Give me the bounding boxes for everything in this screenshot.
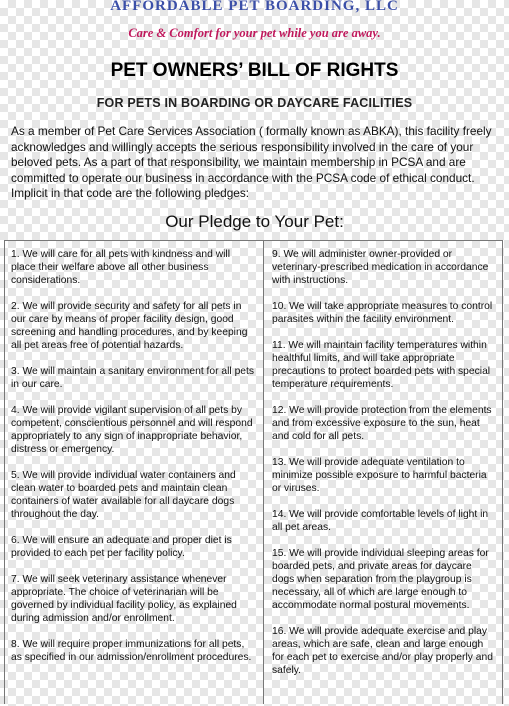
company-tagline: Care & Comfort for your pet while you are away. bbox=[128, 26, 381, 40]
pledge-item: 13. We will provide adequate ventilation to minimize possible exposure to harmful bacteria or viruses. bbox=[272, 457, 487, 494]
pledge-item: 6. We will ensure an adequate and proper diet is provided to each pet per facility policy. bbox=[11, 535, 232, 559]
pledge-table bbox=[4, 240, 503, 704]
pledge-item: 9. We will administer owner-provided or veterinary-prescribed medication in accordance with instructions. bbox=[272, 249, 489, 286]
pledge-item: 3. We will maintain a sanitary environment for all pets in our care. bbox=[11, 366, 255, 390]
pledge-item: 12. We will provide protection from the elements and from excessive exposure to the sun, heat and cold for all pets. bbox=[272, 405, 492, 442]
pledge-item: 11. We will maintain facility temperatures within healthful limits, and will take appropriate precautions to protect boarded pets with special temperature requirements. bbox=[272, 340, 491, 390]
intro-paragraph: As a member of Pet Care Services Association ( formally known as ABKA), this facility freely acknowledges and willingly accepts the serious responsibility involved in the care of your beloved pets. As a part of that responsibility, we maintain membership in PCSA and are committed to operate our business in accordance with the PCSA code of ethical conduct. Implicit in that code are the following pledges: bbox=[11, 124, 492, 201]
pledge-heading: Our Pledge to Your Pet: bbox=[165, 212, 344, 231]
document-title: PET OWNERS’ BILL OF RIGHTS bbox=[110, 60, 399, 81]
pledge-column-right bbox=[264, 241, 502, 704]
pledge-item: 14. We will provide comfortable levels of light in all pet areas. bbox=[272, 509, 489, 533]
pledge-item: 5. We will provide individual water containers and clean water to boarded pets and maintain clean containers of water available for all daycare dogs throughout the day. bbox=[11, 470, 236, 520]
pledge-item: 1. We will care for all pets with kindness and will place their welfare above all other business considerations. bbox=[11, 249, 230, 286]
pledge-item: 8. We will require proper immunizations for all pets, as specified in our admission/enrollment procedures. bbox=[11, 639, 252, 663]
company-name: AFFORDABLE PET BOARDING, LLC bbox=[110, 0, 399, 14]
pledge-item: 10. We will take appropriate measures to control parasites within the facility environment. bbox=[272, 301, 493, 325]
pledge-item: 2. We will provide security and safety for all pets in our care by means of proper facility design, good screening and handling procedures, and by keeping all pet areas free of potential hazards. bbox=[11, 301, 248, 351]
document-subtitle: FOR PETS IN BOARDING OR DAYCARE FACILITIES bbox=[96, 96, 413, 110]
pledge-column-left bbox=[5, 241, 264, 704]
pledge-item: 15. We will provide individual sleeping areas for boarded pets, and private areas for daycare dogs when separation from the playgroup is necessary, all of which are large enough to accommodate normal postural movements. bbox=[272, 548, 489, 611]
pledge-item: 16. We will provide adequate exercise and play areas, which are safe, clean and large enough for each pet to exercise and/or play properly and safely. bbox=[272, 626, 493, 676]
pledge-item: 7. We will seek veterinary assistance whenever appropriate. The choice of veterinarian will be governed by individual facility policy, as explained during admission and/or enrollment. bbox=[11, 574, 237, 624]
pledge-item: 4. We will provide vigilant supervision of all pets by competent, conscientious personnel and will respond appropriately to any sign of inappropriate behavior, distress or emergency. bbox=[11, 405, 253, 455]
